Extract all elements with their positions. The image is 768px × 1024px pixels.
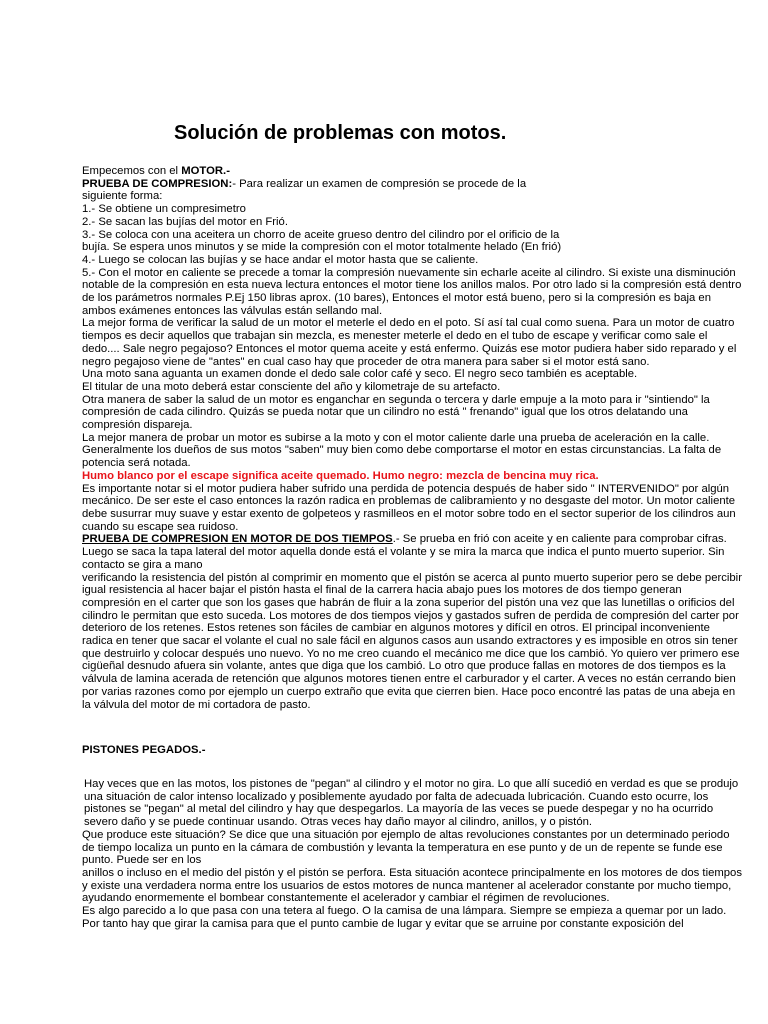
step-3-cont: bujía. Se espera unos minutos y se mide la compresión con el motor totalmente helado (En frió): [82, 241, 562, 254]
pistons-body: [82, 778, 742, 930]
two-stroke-heading: PRUEBA DE COMPRESION EN MOTOR DE DOS TIEMPOS: [82, 533, 393, 546]
two-stroke-line: [82, 533, 742, 571]
compression-heading: PRUEBA DE COMPRESION:: [82, 177, 233, 190]
paragraph: La mejor manera de probar un motor es subirse a la moto y con el motor caliente darle una prueba de aceleración en la calle. Generalmente los dueños de sus motos "saben" muy bien como debe comportarse el motor en estas circunstancias. La falta de potencia será notada.: [82, 431, 722, 470]
compression-intro: - Para realizar un examen de compresión se procede de la: [232, 177, 527, 190]
paragraph: Otra manera de saber la salud de un motor es enganchar en segunda o tercera y darle empuje a la moto para ir "sintiendo" la compresión de cada cilindro. Quizás se pueda notar que un cilindro no está " frenando" igual que los otros delatando una compresión dispareja.: [82, 393, 710, 432]
step-1: 1.- Se obtiene un compresimetro: [82, 203, 246, 216]
two-stroke-body: verificando la resistencia del pistón al comprimir en momento que el pistón se acerca al punto muerto superior pero se debe percibir igual resistencia al hacer bajar el pistón hasta el final de la carrera hacia abajo pues los motores de dos tiempo generan compresión en el carter que son los gases que habrán de fluir a la zona superior del pistón una vez que las lunetillas o orificios del cilindro le permitan que esto suceda. Los motores de dos tiempos viejos y gastados sufren de perdida de compresión del carter por deterioro de los retenes. Estos retenes son fáciles de cambiar en algunos motores y difícil en otros. El principal inconveniente radica en tener que sacar el volante el cual no sale fácil en algunos casos aun usando extractores y es imposible en otros sin tener que destruirlo y colocar después uno nuevo. Yo no me creo cuando el mecánico me dice que los cambió. Yo quiero ver primero ese cigüeñal desnudo afuera sin volante, antes que diga que los cambió. Lo otro que produce fallas en motores de dos tiempos es la válvula de lamina acerada de retención que algunos motores tienen entre el carburador y el carter. A veces no están cerrando bien por varias razones como por ejemplo un cuerpo extraño que evita que cierren bien. Hace poco encontré las patas de una abeja en la válvula del motor de mi cortadora de pasto.: [82, 571, 742, 711]
pistons-paragraph: Es algo parecido a lo que pasa con una tetera al fuego. O la camisa de una lámpara. Siempre se empieza a quemar por un lado. Por tanto hay que girar la camisa para que el punto cambie de lugar y evitar que se arruine por constante exposición del: [82, 905, 727, 930]
paragraph: La mejor forma de verificar la salud de un motor el meterle el dedo en el poto. Sí así tal cual como suena. Para un motor de cuatro tiempos es decir aquellos que trabajan sin mezcla, es menester meterle el dedo en el tubo de escape y verificar como sale el dedo.... Sale negro pegajoso? Entonces el motor quema aceite y está enfermo. Quizás ese motor pudiera haber sido reparado y el negro pegajoso viene de "antes" en cual caso hay que proceder de otra manera para saber si el motor está sano.: [82, 317, 737, 368]
motor-heading: MOTOR.-: [181, 165, 230, 177]
pistons-paragraph: anillos o incluso en el medio del pistón y el pistón se perfora. Esta situación acontece principalmente en los motores de dos tiempos y existe una verdadera norma entre los usuarios de estos motores de nunca mantener al acelerador constante por mucho tiempo, ayudando enormemente el bombear constantemente el acelerador y cambiar el régimen de revoluciones.: [82, 866, 742, 905]
compression-line-2: siguiente forma:: [82, 190, 163, 203]
intro-prefix: Empecemos con el: [82, 165, 182, 177]
two-stroke-intro: .- Se prueba en frió con aceite y en caliente para comprobar cifras. Luego se saca la tapa lateral del motor aquella donde está el volante y se mira la marca que indica el punto muerto superior. Sin contacto se gira a mano: [82, 533, 727, 571]
step-4: 4.- Luego se colocan las bujías y se hace andar el motor hasta que se caliente.: [82, 253, 479, 266]
pistons-paragraph: Hay veces que en las motos, los pistones de "pegan" al cilindro y el motor no gira. Lo que allí sucedió en verdad es que se produjo una situación de calor intenso localizado y posiblemente ayudado por falta de adecuada lubricación. Cuando esto ocurre, los pistones se "pegan" al metal del cilindro y hay que despegarlos. La mayoría de las veces se puede despegar y no ha ocurrido severo daño y se puede continuar usando. Otras veces hay daño mayor al cilindro, anillos, y o pistón.: [84, 778, 739, 829]
intervened-paragraph: Es importante notar si el motor pudiera haber sufrido una perdida de potencia después de haber sido " INTERVENIDO" por algún mecánico. De ser este el caso entonces la razón radica en problemas de calibramiento y no desgaste del motor. Un motor caliente debe susurrar muy suave y estar exento de golpeteos y rasmilleos en el motor sobre todo en el sector superior de los cilindros aun cuando su escape sea ruidoso.: [82, 482, 736, 533]
pistons-paragraph: Que produce este situación? Se dice que una situación por ejemplo de altas revoluciones constantes por un determinado periodo de tiempo localiza un punto en la cámara de combustión y levanta la temperatura en ese punto y de un de repente se funde ese punto. Puede ser en los: [82, 828, 730, 867]
compression-line: [82, 178, 742, 191]
intro-line: [82, 165, 742, 178]
paragraph: Una moto sana aguanta un examen donde el dedo sale color café y seco. El negro seco también es aceptable.: [82, 368, 638, 381]
smoke-note: Humo blanco por el escape significa aceite quemado. Humo negro: mezcla de bencina muy rica.: [82, 469, 599, 482]
pistons-heading: PISTONES PEGADOS.-: [82, 744, 206, 756]
main-body: [82, 165, 742, 711]
step-3: 3.- Se coloca con una aceitera un chorro de aceite grueso dentro del cilindro por el orificio de la: [82, 228, 560, 241]
page-title: Solución de problemas con motos.: [174, 122, 507, 144]
step-5: 5.- Con el motor en caliente se precede a tomar la compresión nuevamente sin echarle aceite al cilindro. Si existe una disminución notable de la compresión en esta nueva lectura entonces el motor tiene los anillos malos. Por otro lado si la compresión está dentro de los parámetros normales P.Ej 150 libras aprox. (10 bares), Entonces el motor está bueno, pero si la compresión es baja en ambos exámenes entonces las válvulas están sellando mal.: [82, 266, 742, 317]
step-2: 2.- Se sacan las bujías del motor en Frió.: [82, 215, 288, 228]
paragraph: El titular de una moto deberá estar consciente del año y kilometraje de su artefacto.: [82, 380, 501, 393]
